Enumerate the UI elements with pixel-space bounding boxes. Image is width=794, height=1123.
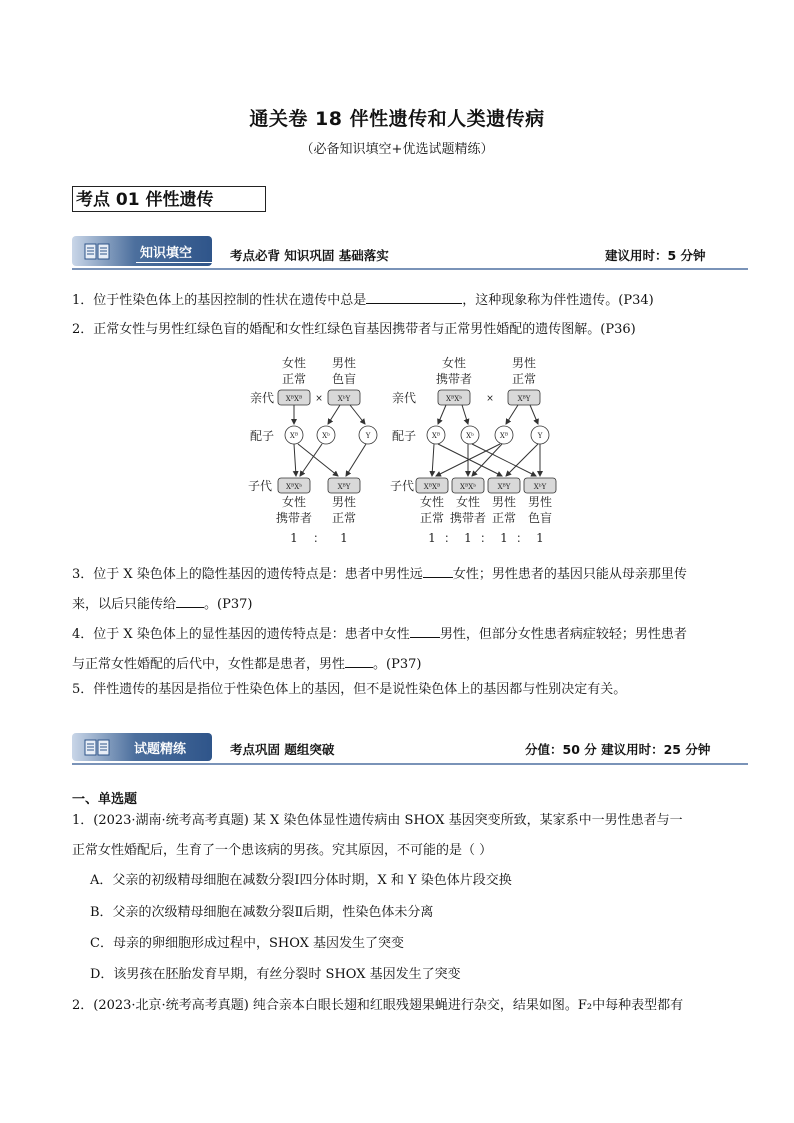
banner2-score: 分值：50 分 建议用时：25 分钟	[525, 742, 711, 757]
right-child-label-1b: 正常	[419, 511, 445, 525]
right-male-label-2: 正常	[511, 372, 537, 386]
question-1-line-1: 1．(2023·湖南·统考高考真题) 某 X 染色体显性遗传病由 SHOX 基因突变所致，某家系中一男性患者与一	[72, 813, 683, 828]
left-child-label-1a: 女性	[281, 495, 307, 509]
left-child-label-1b: 携带者	[275, 511, 313, 525]
banner1-line	[72, 268, 748, 270]
right-child-4: XᵇY	[533, 483, 547, 491]
right-child-2: XᴮXᵇ	[459, 483, 477, 491]
banner1-text: 考点必背 知识巩固 基础落实	[230, 248, 389, 263]
book-icon	[84, 242, 110, 262]
right-female-label-2: 携带者	[435, 372, 473, 386]
right-ratio-4: ：	[479, 531, 493, 545]
right-ratio-1: 1	[428, 531, 436, 545]
banner1-time: 建议用时：5 分钟	[605, 248, 706, 263]
banner2-text: 考点巩固 题组突破	[230, 742, 335, 757]
banner2-line	[72, 763, 748, 765]
question-1-option-c[interactable]: C．母亲的卵细胞形成过程中，SHOX 基因发生了突变	[90, 936, 405, 951]
page-title: 通关卷 18 伴性遗传和人类遗传病	[249, 108, 545, 130]
page-subtitle: （必备知识填空+优选试题精练）	[300, 142, 494, 157]
knowledge-item-4: 4．位于 X 染色体上的显性基因的遗传特点是：患者中女性 男性，但部分女性患者病症较轻；男性患者 与正常女性婚配的后代中，女性都是患者，男性 。(P37)	[72, 620, 732, 680]
left-row-parent: 亲代	[250, 391, 275, 405]
left-ratio-2: ：	[312, 531, 326, 545]
right-child-label-2a: 女性	[455, 495, 481, 509]
question-2-line-1: 2．(2023·北京·统考高考真题) 纯合亲本白眼长翅和红眼残翅果蝇进行杂交，结果如图。F₂中每种表型都有	[72, 998, 684, 1013]
banner2-tab	[72, 733, 212, 761]
right-child-label-3a: 男性	[491, 495, 517, 509]
book-icon	[84, 738, 110, 758]
left-child-2: XᴮY	[337, 483, 351, 491]
right-child-label-4b: 色盲	[527, 511, 553, 525]
right-row-gamete: 配子	[392, 429, 417, 443]
left-gamete-3: Y	[365, 432, 371, 440]
left-gamete-2: Xᵇ	[322, 432, 330, 440]
right-child-label-4a: 男性	[527, 495, 553, 509]
fill-blank[interactable]	[423, 563, 453, 578]
right-child-label-1a: 女性	[419, 495, 445, 509]
right-gamete-2: Xᵇ	[466, 432, 474, 440]
left-child-1: XᴮXᵇ	[285, 483, 303, 491]
left-cross: ×	[315, 394, 323, 404]
left-gamete-1: Xᴮ	[289, 432, 299, 440]
knowledge-item-5: 5．伴性遗传的基因是指位于性染色体上的基因，但不是说性染色体上的基因都与性别决定有关。	[72, 682, 627, 697]
left-male-label-1: 男性	[331, 356, 357, 370]
right-row-parent: 亲代	[392, 391, 417, 405]
left-male-label-2: 色盲	[331, 372, 357, 386]
left-ratio-3: 1	[340, 531, 348, 545]
right-female-geno: XᴮXᵇ	[445, 395, 463, 403]
left-female-geno: XᴮXᴮ	[285, 395, 303, 403]
right-ratio-7: 1	[536, 531, 544, 545]
right-ratio-3: 1	[464, 531, 472, 545]
question-1-option-d[interactable]: D．该男孩在胚胎发育早期，有丝分裂时 SHOX 基因发生了突变	[90, 967, 461, 982]
right-child-1: XᴮXᴮ	[423, 483, 441, 491]
genetic-diagram	[240, 350, 570, 550]
right-female-label-1: 女性	[441, 356, 467, 370]
knowledge-item-2: 2．正常女性与男性红绿色盲的婚配和女性红绿色盲基因携带者与正常男性婚配的遗传图解。(P36)	[72, 322, 636, 337]
left-ratio-1: 1	[290, 531, 298, 545]
left-male-geno: XᵇY	[337, 395, 351, 403]
knowledge-item-3: 3．位于 X 染色体上的隐性基因的遗传特点是：患者中男性远 女性；男性患者的基因只能从母亲那里传 来，以后只能传给 。(P37)	[72, 560, 732, 620]
right-ratio-2: ：	[443, 531, 457, 545]
fill-blank[interactable]	[410, 623, 440, 638]
left-female-label-2: 正常	[281, 372, 307, 386]
left-child-label-2b: 正常	[331, 511, 357, 525]
left-female-label-1: 女性	[281, 356, 307, 370]
right-male-geno: XᴮY	[517, 395, 531, 403]
question-1-line-2: 正常女性婚配后，生育了一个患该病的男孩。究其原因，不可能的是（ ）	[72, 843, 493, 858]
right-gamete-3: Xᴮ	[499, 432, 509, 440]
left-row-gamete: 配子	[250, 429, 275, 443]
banner1-tab-label: 知识填空	[140, 246, 193, 261]
banner2-tab-label: 试题精练	[134, 742, 187, 757]
fill-blank[interactable]	[366, 289, 462, 304]
right-gamete-4: Y	[537, 432, 543, 440]
right-cross: ×	[486, 394, 494, 404]
question-1-option-b[interactable]: B．父亲的次级精母细胞在减数分裂Ⅱ后期，性染色体未分离	[90, 905, 434, 920]
right-ratio-6: ：	[515, 531, 529, 545]
left-child-label-2a: 男性	[331, 495, 357, 509]
right-gamete-1: Xᴮ	[431, 432, 441, 440]
question-1-option-a[interactable]: A．父亲的初级精母细胞在减数分裂Ⅰ四分体时期，X 和 Y 染色体片段交换	[90, 873, 512, 888]
section-title: 一、单选题	[72, 792, 138, 807]
fill-blank[interactable]	[345, 653, 373, 668]
right-child-3: XᴮY	[497, 483, 511, 491]
fill-blank[interactable]	[176, 593, 204, 608]
banner1-underline	[136, 262, 214, 263]
right-child-label-3b: 正常	[491, 511, 517, 525]
right-child-label-2b: 携带者	[449, 511, 487, 525]
kaodian-box: 考点 01 伴性遗传	[72, 186, 266, 212]
right-ratio-5: 1	[500, 531, 508, 545]
right-row-child: 子代	[390, 479, 415, 493]
left-row-child: 子代	[248, 479, 273, 493]
knowledge-item-1: 1．位于性染色体上的基因控制的性状在遗传中总是 ，这种现象称为伴性遗传。(P34)	[72, 289, 732, 311]
right-male-label-1: 男性	[511, 356, 537, 370]
